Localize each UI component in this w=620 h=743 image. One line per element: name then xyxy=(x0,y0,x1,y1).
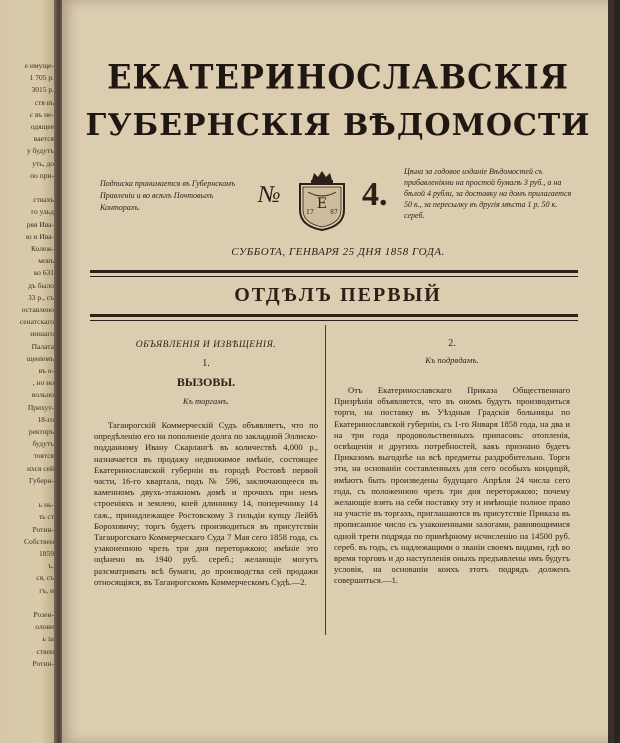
item-number: 1. xyxy=(202,358,210,369)
previous-page-line: го ульд xyxy=(31,208,54,217)
previous-page-line: ь нь- xyxy=(38,501,54,510)
previous-page-line: ряя Ива- xyxy=(26,220,54,229)
previous-page-line: 18-го xyxy=(37,415,54,424)
right-column xyxy=(334,330,570,587)
previous-page-line: ств въ xyxy=(34,98,54,107)
top-rule-thin xyxy=(90,276,578,277)
previous-page-line: Ротин- xyxy=(32,659,54,668)
newspaper-page xyxy=(62,0,614,743)
item-subheading-italic: Къ торгамъ. xyxy=(182,396,230,406)
previous-page-line: сенатскаго xyxy=(19,318,54,327)
subscription-note: Подписка принимается въ Губернскомъ Правленіи и во всѣхъ Почтовыхъ Конторахъ. xyxy=(100,179,236,212)
article-body: Отъ Екатеринославскаго Приказа Общественнаго Призрѣнія объявляется, что въ ономъ будутъ производиться торги, на поставку въ Уѣздныя Градскія больницы по Екатеринославской губерніи, съ 1-го Января 1858 года, на два и на три года продовольственныхъ припасовъ: отопленія, освѣщенія и другихъ потребностей, какъ признано будетъ Приказомъ выгоднѣе на всѣ предметы раздробительно. Торги эти, на основаніи составленныхъ для сего особыхъ кондицій, имѣютъ быть произведены будущаго Апрѣля 24 числа сего года, съ положенною чрезъ три дня переторжкою; почему желающіе взять на себя поставку эту и имѣющіе полное право на участіе въ торгахъ, приглашаются въ присутствіе Приказа въ прописанное число съ узаконенными залогами, равняющимися одной трети подряда по примѣрному исчисленію на 14500 руб. сереб. въ годъ, съ надлежащими о званіи своемъ видами, гдѣ во время торговъ и до наступленія оныхъ предъявлены имъ будутъ условія, на основаніи коихъ этотъ подрядъ долженъ совершиться.—1. xyxy=(334,385,570,586)
previous-page-line: уть, до xyxy=(32,159,54,168)
previous-page-line: у будутъ xyxy=(26,147,54,156)
price-note: Цѣна за годовое изданіе Вѣдомостей съ прибавленіями на простой бумагѣ 3 руб., а на бѣлой 4 рубли, за доставку на домъ прилагается 50 к., за пересылку въ другія мѣста 1 р. 50 к. сереб. xyxy=(404,167,572,220)
previous-page-line: дъ было xyxy=(28,281,54,290)
previous-page-line: Колеж- xyxy=(30,245,54,253)
masthead-title-line2: ГУБЕРНСКІЯ ВѢДОМОСТИ xyxy=(85,108,591,143)
item-subheading-italic: Къ подрядамъ. xyxy=(425,355,479,365)
previous-page-line: , но но xyxy=(32,379,54,388)
previous-page-line xyxy=(2,489,54,497)
previous-page-line: ко 631 xyxy=(33,269,54,278)
previous-page-line: 1 705 р. xyxy=(29,74,54,83)
previous-page-line: 33 р., съ xyxy=(28,293,54,302)
previous-page-line: ихся сей xyxy=(27,464,54,473)
column-divider xyxy=(325,325,326,635)
section-title: ОТДѢЛЪ ПЕРВЫЙ xyxy=(234,284,442,306)
previous-page-strip xyxy=(0,0,58,743)
coat-of-arms-icon xyxy=(292,170,352,232)
previous-page-line: вольно xyxy=(31,391,54,400)
previous-page-line: олови xyxy=(35,623,54,632)
svg-text:17: 17 xyxy=(306,209,314,216)
previous-page-line: Прихут- xyxy=(27,403,54,412)
previous-page-line: щеніемъ xyxy=(26,354,54,363)
issue-number: 4. xyxy=(362,176,388,213)
previous-page-line: иншаго xyxy=(30,330,54,339)
previous-page-line: одящее xyxy=(30,123,54,131)
previous-page-line: Ротин- xyxy=(32,525,54,534)
previous-page-line: ь за xyxy=(42,635,54,644)
left-column xyxy=(94,340,318,588)
column-heading: ОБЪЯВЛЕНІЯ И ИЗВѢЩЕНІЯ. xyxy=(135,340,277,350)
previous-page-line: въ о- xyxy=(38,367,54,375)
top-rule xyxy=(90,270,578,273)
issue-date: СУББОТА, ГЕНВАРЯ 25 ДНЯ 1858 ГОДА. xyxy=(231,246,445,258)
previous-page-line: Губерн- xyxy=(28,476,54,485)
previous-page-line xyxy=(2,599,54,607)
previous-page-line: с въ не- xyxy=(29,110,54,119)
previous-page-line: ся, съ xyxy=(36,574,54,583)
number-label: № xyxy=(258,182,281,208)
previous-page-line: будутъ xyxy=(32,440,54,449)
previous-page-line: гъ, и xyxy=(39,586,54,595)
previous-page-line: ть ст xyxy=(38,513,54,522)
section-rule xyxy=(90,314,578,317)
previous-page-line: ю и Ива- xyxy=(25,232,54,241)
previous-page-line: е имуще- xyxy=(24,62,54,70)
previous-page-line xyxy=(2,184,54,192)
article-body: Таганрогскій Коммерческій Судъ объявляетъ, что по опредѣленію его на пополненіе долга по закладной Эллиско-подданному Ивану Скарлангѣ въ количествѣ 4,000 р., назначается въ продажу недвижимое имѣніе, состоящее Екатеринославской губерніи въ городѣ Ростовѣ первой части, 16-го квартала, подъ № 596, заключающееся въ каменномъ двухъ-этажномъ домѣ и прочихъ при немъ строеніяхъ и землею, коей длиннику 14, поперечнику 14 саж., принадлежащее Ростовскому 3 гильдіи купцу Лейбѣ Бороховичу; торгъ будетъ производиться въ присутствіи Таганрогскаго Коммерческаго Суда 7 Мая сего 1858 года, съ узаконенною чрезъ три дня переторжкою; имѣніе это оцѣнено въ 1940 руб. сереб.; желающіе могутъ разсматривать всѣ бумаги, до производства сей продажи относящіяся, въ Таганрогскомъ Коммерческомъ Судѣ.—2. xyxy=(94,420,318,587)
previous-page-line: Собствен xyxy=(23,537,54,546)
previous-page-line: оставлено xyxy=(21,306,54,314)
page-edge xyxy=(608,0,614,743)
previous-page-line: Розен- xyxy=(33,611,54,619)
previous-page-line: ъ, xyxy=(48,562,54,571)
item-subheading: ВЫЗОВЫ. xyxy=(176,375,236,389)
item-number: 2. xyxy=(448,338,456,349)
masthead-title-line1: ЕКАТЕРИНОСЛАВСКІЯ xyxy=(107,57,569,97)
previous-page-line: 1859 xyxy=(39,550,54,558)
previous-page-line: тоятся xyxy=(33,452,54,461)
svg-text:87: 87 xyxy=(330,209,338,216)
previous-page-line: ректоръ xyxy=(28,428,54,436)
previous-page-line: мовъ xyxy=(38,257,54,266)
svg-text:Е: Е xyxy=(316,196,328,212)
section-rule-thin xyxy=(90,320,578,321)
previous-page-line: вается xyxy=(33,135,54,144)
previous-page-line: ствахъ xyxy=(33,196,54,205)
previous-page-line: 3015 р. xyxy=(31,86,54,95)
previous-page-line: по при- xyxy=(30,171,54,180)
previous-page-line: ствен xyxy=(36,647,54,656)
previous-page-line: Палата xyxy=(31,342,54,351)
